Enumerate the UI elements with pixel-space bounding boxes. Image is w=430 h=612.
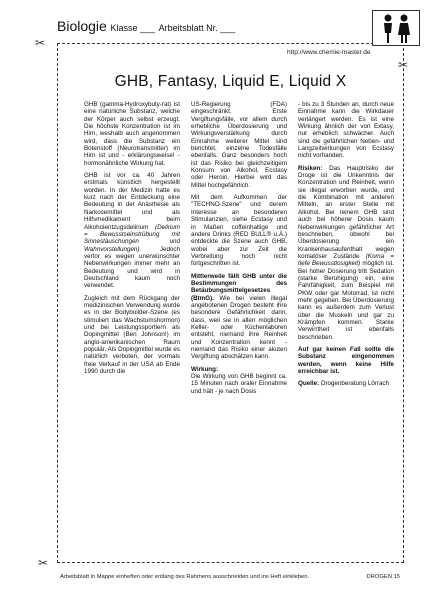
paragraph-text: Die Wirkung von GHB beginnt ca. 15 Minuten nach oraler Einnahme und hält - je nach Dosis <box>191 373 287 395</box>
paragraph-text: Das Hauptrisiko der Droge ist die Unkenntnis der Konzentration und Reinheit, wenn sie illegal erworben wurde, und die Kombination mit anderen Mitteln, an erster Stelle mit Alkohol. Bei reinem GHB sind auch bei höherer Dosis kaum Nebenwirkungen gefährlicher Art beschrieben, obwohl bei Überdosierung ein Krankenhausaufenthalt wegen komatöser Zustände <box>298 164 394 260</box>
scissors-icon: ✂ <box>35 36 46 50</box>
legal-note-bold: Mittlerweile fällt GHB unter die Bestimmungen des Betäubungsmittelgesetzes (BtmG). <box>191 272 287 302</box>
paragraph <box>298 165 394 341</box>
paragraph-text: möglich ist. Bei hoher Dosierung tritt Sedation (starke Beruhigung) ein, eine Fahrfähigkeit, zum Beispiel mit PKW oder gar Motorrad, ist nicht mehr gegeben. Bei Überdosierung kann es außerdem zum Verlust über die Muskeln und gar zu Krämpfen kommen. Starke Verwirrtheit ist ebenfalls beschrieben. <box>298 260 394 341</box>
footer-page-label: DROGEN 15 <box>366 574 400 580</box>
page-title: GHB, Fantasy, Liquid E, Liquid X <box>114 73 347 90</box>
definition-italic: (Koma = tiefe Bewusstlosigkeit) <box>298 252 394 268</box>
source-line <box>298 380 394 387</box>
subject-line <box>57 18 235 34</box>
column-1 <box>84 101 180 380</box>
page-footer <box>60 574 400 580</box>
section-heading-wirkung: Wirkung: <box>191 365 219 373</box>
paragraph <box>84 172 180 290</box>
paragraph: Zugleich mit dem Rückgang der medizinischen Verwendung wurde es in der Bodybuilder-Szene (es stimuliert das Wachstumshormon) und bei Leistungssportlern als Dopingmittel (Ben Johnson!) im anglo-amerikanischen Raum populär. Als Dopingmittel wurde es natürlich verboten, der vormals freie Verkauf in der USA ab Ende 1990 durch die <box>84 294 180 376</box>
website-url: http://www.chemie-master.de <box>287 49 371 56</box>
paragraph: US-Regierung (FDA) eingeschränkt. Erste Vergiftungsfälle, vor allem durch erhebliche Überdosierung und Wirkungsverstärkung durch Einnahme weiterer Mittel sind berichtet, einzelne Todesfälle ebenfalls. Ganz besonders hoch ist das Risiko bei gleichzeitigem Konsum von Alkohol, Ecstasy oder Heroin. Hierbei wird das Mittel hochgefährlich. <box>191 101 287 189</box>
sheet-number-field: Arbeitsblatt Nr. ___ <box>158 23 236 33</box>
warning-note: Auf gar keinen Fall sollte die Substanz eingenommen werden, wenn keine Hilfe erreichbar ist. <box>298 346 394 376</box>
scissors-icon: ✂ <box>398 58 409 72</box>
scissors-icon: ✂ <box>38 556 49 570</box>
footer-instruction: Arbeitsblatt in Mappe einheften oder entlang des Rahmens ausschneiden und ins Heft einkleben. <box>60 574 310 580</box>
article-body <box>84 101 392 521</box>
paragraph-text: Jedoch vertor es wegen unerwünschter Nebenwirkungen immer mehr an Bedeutung und wird in Deutschland kaum noch verwendet. <box>84 245 180 290</box>
paragraph-text: GHB ist vor ca. 40 Jahren erstmals künstlich hergestellt worden. In der Medizin hatte es kurz nach der Entdeckung eine Bedeutung in der Anästhesie als Narkosemittel und als Hilfsmedikament beim Alkoholentzugsdelirium <box>84 172 180 231</box>
source-text: Drogenberatung Lörrach <box>320 380 390 388</box>
paragraph <box>191 366 287 395</box>
paragraph-text: Wie bei vielen illegal angebotenen Drogen besteht ihre besondere Gefährlichkeit darin, dass, weil sie in allen möglichen Keller- oder Küchenlaboren entsteht, niemand ihre Reinheit und Konzentration kennt - niemand das Risiko einer akuten Vergiftung abschätzen kann. <box>191 294 287 361</box>
column-3 <box>298 101 394 393</box>
class-field: Klasse ___ <box>110 23 155 33</box>
paragraph <box>191 273 287 361</box>
column-2 <box>191 101 287 400</box>
paragraph: GHB (gamma-Hydroxybuty-rat) ist eine natürliche Substanz, welche der Körper auch selbst erzeugt. Die höchste Konzentration ist im Hirn, weshalb auch angenommen wird, dass die Substanz ein Botenstoff (Neurotransmitter) im Hirn ist und - erklärungsweise! - hormonähnliche Wirkung hat. <box>84 101 180 167</box>
source-label: Quelle: <box>298 380 320 388</box>
subject-title: Biologie <box>57 18 107 34</box>
people-icon <box>372 10 420 46</box>
paragraph: Mit dem Aufkommen der "TECHNO-Szene" und derem Interesse an besonderen Stimulanzien, siehe Ecstasy und in Maßen coffeinhaltige und andere Drinks (RED BULL® u.Ä.) entdeckte die Szene auch GHB, wobei aber zur Zeit die Verbreitung noch nicht fortgeschritten ist. <box>191 194 287 268</box>
section-heading-risiken: Risiken: <box>298 164 323 172</box>
paragraph: - bis zu 3 Stunden an, durch neue Einnahme kann die Wirkdauer verlängert werden. Es ist eine Wirkung ähnlich der von Extasy, nur erheblich schwächer. Auch sind die gefährlichen Neben- und Langzeitwirkungen von Ecstasy nicht vorhanden. <box>298 101 394 160</box>
definition-italic: (Delirium = Bewusstseinstrübung mit Sinnestäuschungen und Wahnvorstellungen). <box>84 223 180 253</box>
